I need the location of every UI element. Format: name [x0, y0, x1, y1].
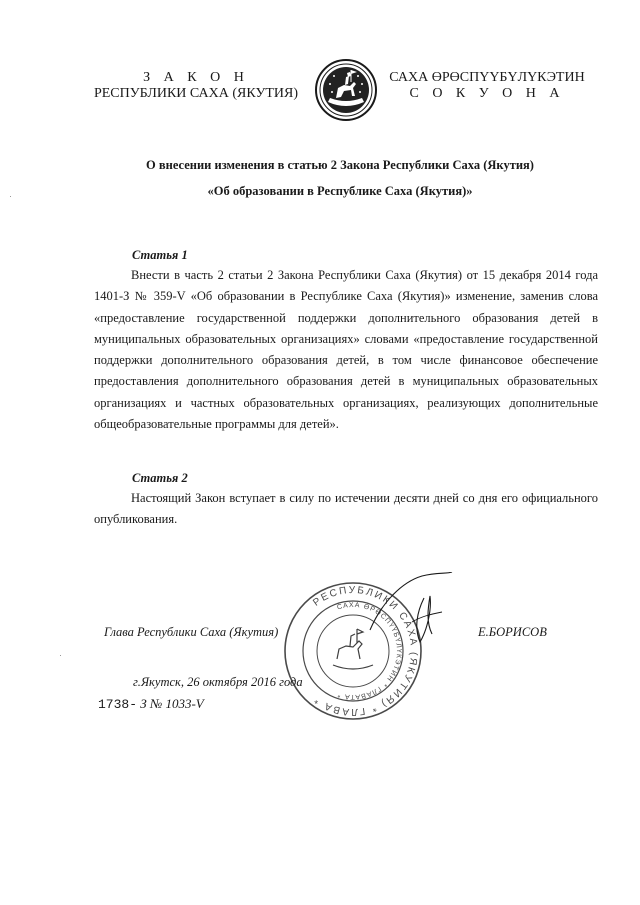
registration-number	[98, 696, 204, 712]
handwritten-signature	[362, 572, 462, 652]
law-title-line2: «Об образовании в Республике Саха (Якутия)»	[207, 184, 473, 198]
scan-speck	[10, 196, 11, 197]
header-right	[382, 70, 592, 102]
header-left-line1: З А К О Н	[143, 70, 249, 85]
law-number: З № 1033-V	[140, 696, 204, 711]
seal-outer-text: РЕСПУБЛИКИ САХА (ЯКУТИЯ) * ГЛАВА *	[311, 584, 420, 718]
signatory-title: Глава Республики Саха (Якутия)	[104, 625, 279, 639]
signatory-name: Е.БОРИСОВ	[478, 625, 547, 639]
header-left	[82, 70, 310, 102]
header-right-line1: САХА ӨРӨСПҮҮБҮЛҮКЭТИН	[389, 70, 585, 85]
article-2-text: Настоящий Закон вступает в силу по истечении десяти дней со дня его официального опубликования.	[94, 491, 598, 527]
place-and-date: г.Якутск, 26 октября 2016 года	[133, 675, 303, 689]
article-1-text: Внести в часть 2 статьи 2 Закона Республики Саха (Якутия) от 15 декабря 2014 года 1401-З № 359-V «Об образовании в Республике Саха (Якутия)» изменение, заменив слова «предоставление государственной поддержки дополнительного образования детей в муниципальных образовательных организациях» словами «предоставление государственной поддержки дополнительного образования детей, в том числе финансовое обеспечение предоставления дополнительного образования детей в муниципальных образовательных организациях и частных образовательных организациях, реализующих дополнительные общеобразовательные программы для детей».	[94, 268, 598, 432]
coat-of-arms-emblem	[314, 58, 378, 122]
scan-speck	[60, 655, 61, 656]
article-1-heading: Статья 1	[132, 248, 188, 262]
seal-inner-text: САХА ӨРӨСПҮҮБҮЛҮКЭТИН * ГЛАВАТА *	[336, 601, 403, 701]
article-2-heading: Статья 2	[132, 471, 188, 485]
registration-number-prefix: 1738-	[98, 697, 138, 712]
header-right-line2: С О К У О Н А	[409, 86, 565, 101]
header-left-line2: РЕСПУБЛИКИ САХА (ЯКУТИЯ)	[93, 86, 299, 101]
law-title-line1: О внесении изменения в статью 2 Закона Республики Саха (Якутия)	[146, 158, 534, 172]
